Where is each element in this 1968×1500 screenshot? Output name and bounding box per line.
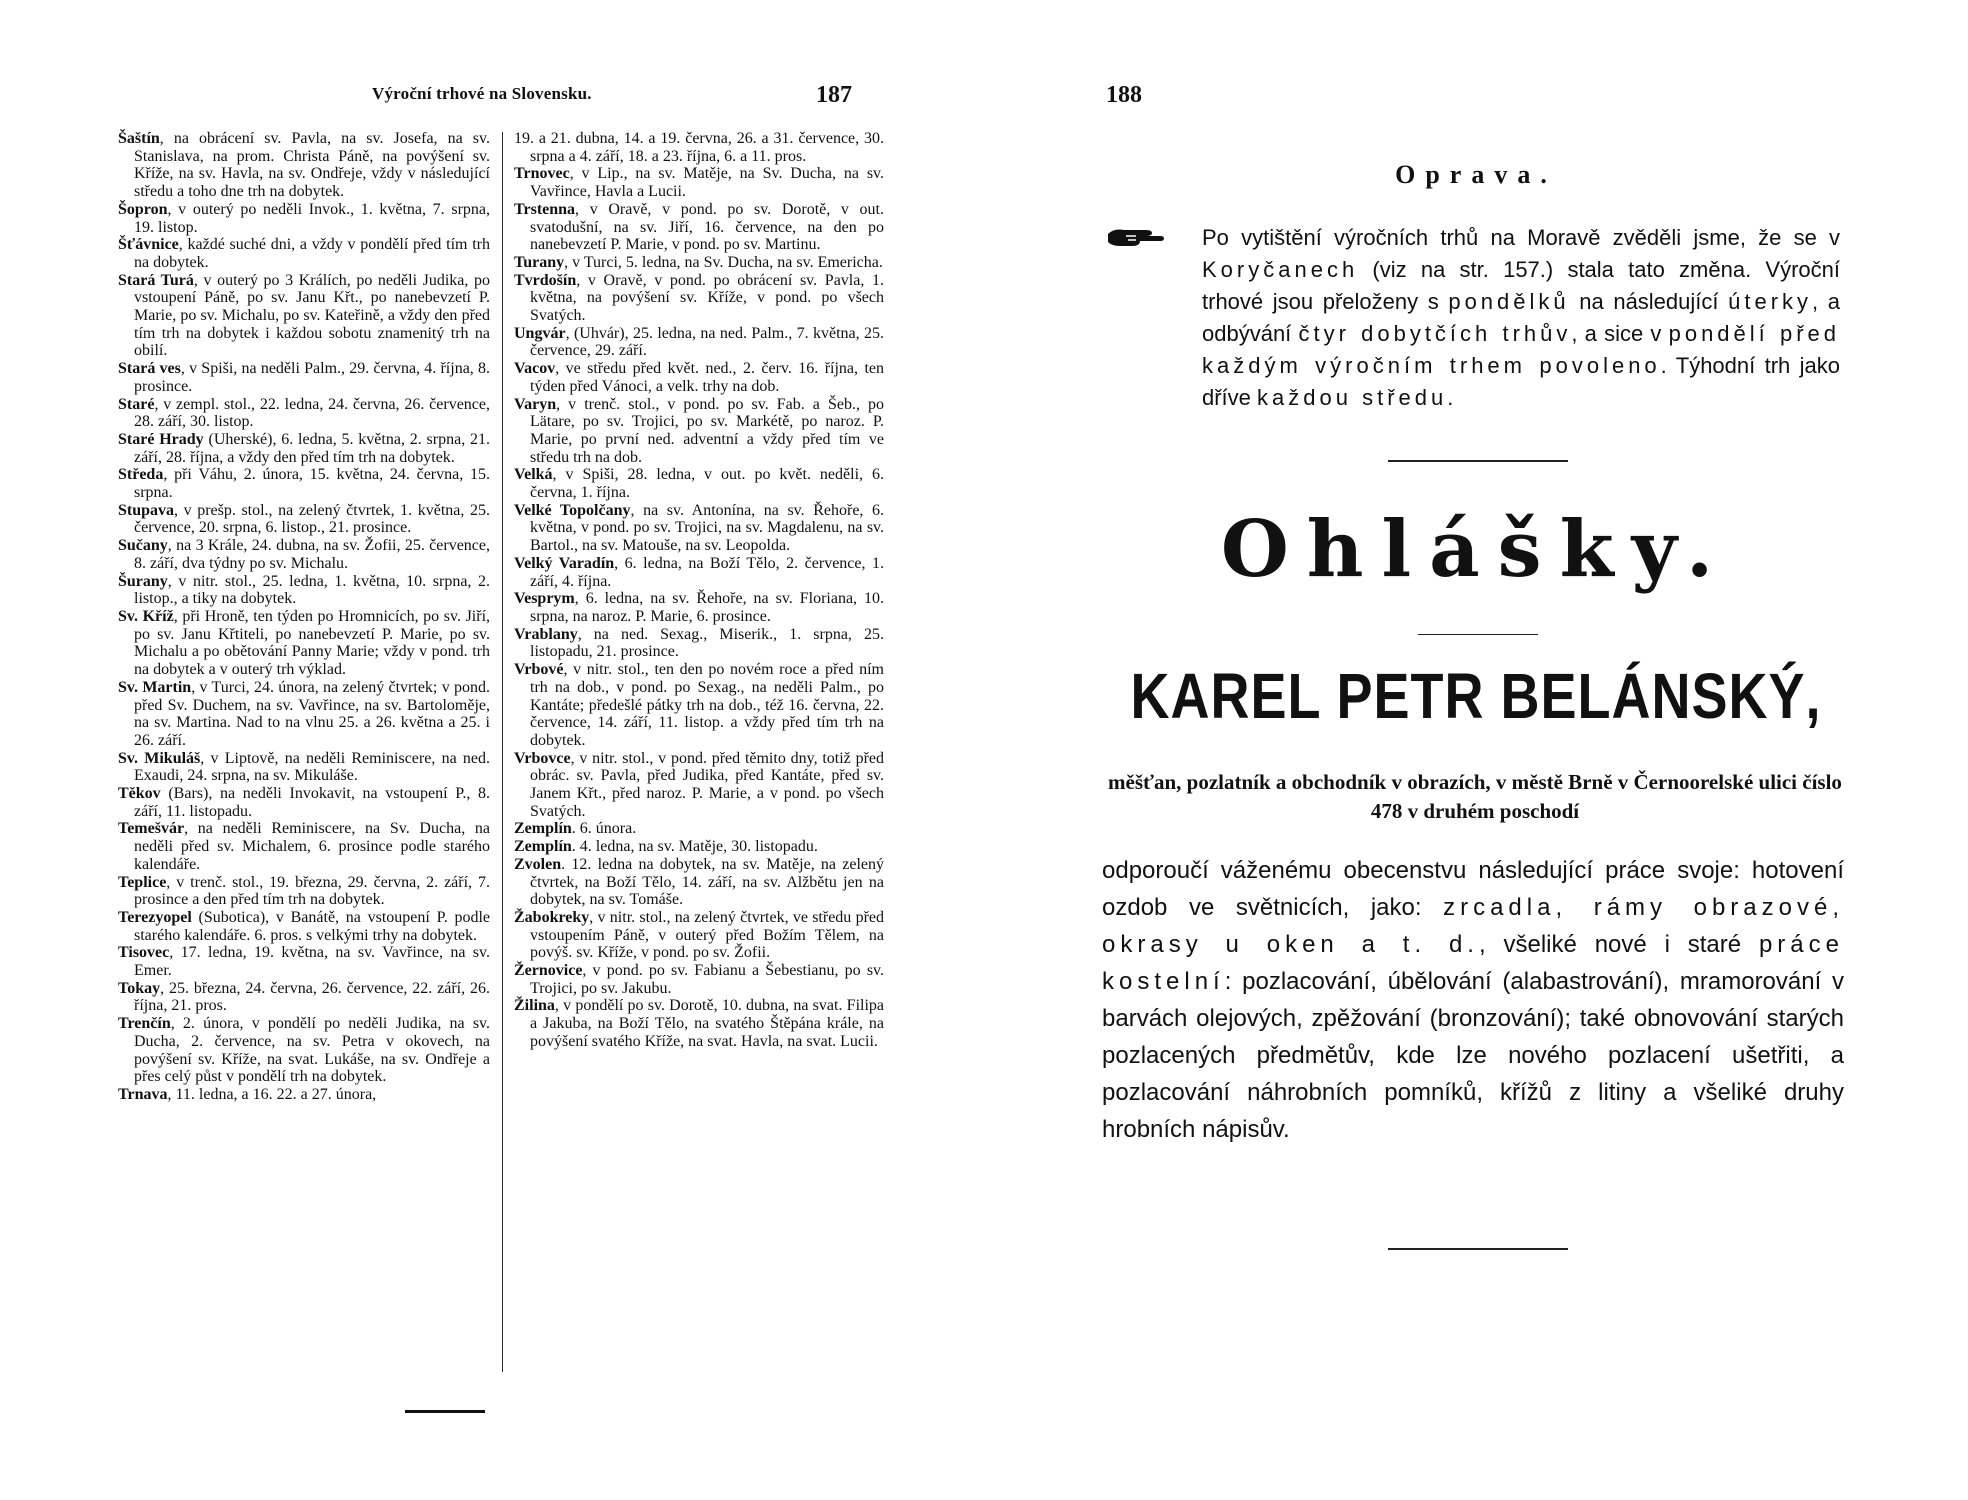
market-dates: , každé suché dni, a vždy v pondělí před tím trh na dobytek. [134,236,490,271]
market-entry [514,962,884,997]
market-entry [514,909,884,962]
market-entry [118,236,490,271]
market-dates: , při Váhu, 2. února, 15. května, 24. června, 15. srpna. [134,466,490,502]
page-end-rule [405,1410,485,1413]
market-dates: , v trenč. stol., v pond. po sv. Fab. a Šeb., po Lätare, po sv. Trojici, po sv. Markétě, po naroz. P. Marie, po první ned. adventní a vždy před tím ve středu trh na dob. [530,395,884,466]
market-dates: (Uherské), 6. ledna, 5. května, 2. srpna, 21. září, 28. října, a vždy den před tím trh na dobytek. [134,430,491,466]
market-dates: (Bars), na neděli Invokavit, na vstoupení P., 8. září, 11. listopadu. [134,785,490,820]
market-entry [514,750,884,821]
market-town: Sučany [118,537,168,555]
market-entry [514,360,884,395]
market-town: Trstenna [514,200,576,218]
market-dates: , v Liptově, na neděli Reminiscere, na ned. Exaudi, 24. srpna, na sv. Mikuláše. [134,749,490,785]
section-divider [1388,460,1568,462]
market-dates: , v trenč. stol., 19. března, 29. června, 2. září, 7. prosince a den před tím trh na dobytek. [134,873,490,909]
market-dates: . 4. ledna, na sv. Matěje, 30. listopadu. [571,838,818,856]
market-entry [118,272,490,361]
market-dates: , v Lip., na sv. Matěje, na Sv. Ducha, na sv. Vavřince, Havla a Lucii. [530,165,884,201]
market-town: Vrbovce [514,749,571,767]
market-dates: , v zempl. stol., 22. ledna, 24. června, 26. července, 28. září, 30. listop. [134,395,490,431]
market-entry [118,573,490,608]
market-dates: , ve středu před květ. ned., 2. červ. 16. října, ten týden před Vánoci, a velk. trhy na dob. [530,360,884,395]
market-town: Žabokreky [514,908,590,926]
market-entry [118,909,490,944]
market-dates: . 12. ledna na dobytek, na sv. Matěje, na zelený čtvrtek, na Boží Tělo, 14. září, na sv. Alžbětu jen na dobytek, na sv. Tomáše. [530,855,884,909]
market-entry [118,537,490,572]
market-entry [118,466,490,501]
market-town: Ungvár [514,324,566,342]
market-entry [118,820,490,873]
market-town: Stará ves [118,360,181,378]
market-town: Vacov [514,360,556,378]
section-divider [1388,1248,1568,1250]
market-entry [118,679,490,750]
market-dates: , 25. března, 24. června, 26. července, 22. září, 26. října, 21. pros. [134,979,490,1015]
page-number-right: 188 [1106,82,1142,108]
market-town: Velké Topolčany [514,501,631,519]
market-town: Velká [514,466,553,484]
market-town: Temešvár [118,820,185,838]
advertisement-text: odporoučí váženému obecenstvu následující práce svoje: hotovení ozdob ve světnicích, jako: zrcadla, rámy obrazové, okrasy u oken a t. d., všeliké nové i staré práce kostelní: pozlacování, úbělování (alabastrování), mramorování v barvách olejových, zpěžování (bronzování); také obnovování starých pozlacených předmětův, kde lze nového pozlacení ušetřiti, a pozlacování náhrobních pomníků, křížů z litiny a všeliké druhy hrobních nápisův. [1102,857,1844,1143]
market-list-column-1 [118,130,490,1104]
market-entry [118,874,490,909]
market-town: Těkov [118,785,161,803]
market-town: Žernovice [514,962,583,980]
market-town: Stupava [118,501,175,519]
market-dates: , 17. ledna, 19. května, na sv. Vavřince, na sv. Emer. [134,944,490,980]
market-dates: , 11. ledna, a 16. 22. a 27. února, [167,1085,377,1103]
market-entry [118,608,490,679]
advertiser-name: KAREL PETR BELÁNSKÝ, [1130,661,1822,733]
market-dates: , v Oravě, v pond. po sv. Dorotě, v out. svatodušní, na sv. Jiří, 16. července, na den po nanebevzetí P. Marie, v pond. po sv. Martinu. [530,200,884,254]
market-town: Tisovec [118,944,170,962]
market-dates: , v Oravě, v pond. po obrácení sv. Pavla, 1. května, na povýšení sv. Kříže, v pond. po všech Svatých. [530,271,884,325]
market-town: Turany [514,253,565,271]
market-entry [514,325,884,360]
market-town: Trnava [118,1085,168,1103]
market-entry [514,130,884,165]
market-entry [514,997,884,1050]
market-town: Staré [118,395,155,413]
market-town: Šurany [118,572,168,590]
market-entry [514,201,884,254]
market-town: Tokay [118,979,161,997]
market-town: Varyn [514,395,557,413]
market-list-column-2 [514,130,884,1051]
market-entry [514,466,884,501]
market-town: Sv. Kříž [118,607,174,625]
running-head: Výroční trhové na Slovensku. [372,84,592,103]
correction-heading: Oprava. [1395,160,1557,189]
market-dates: , v nitr. stol., na zelený čtvrtek, ve středu před vstoupením Páně, v outerý před Božím Tělem, na povýš. sv. Kříže, v pond. po sv. Žofii. [530,908,884,962]
market-entry [118,431,490,466]
market-entry [514,820,884,838]
market-town: Vesprym [514,590,575,608]
announcements-heading: Ohlášky. [1220,504,1732,595]
market-entry [118,201,490,236]
market-town: Vrablany [514,625,578,643]
market-entry [118,980,490,1015]
market-dates: , v nitr. stol., 25. ledna, 1. května, 10. srpna, 2. listop., a tiky na dobytek. [134,572,490,608]
page-number-left: 187 [816,82,852,108]
market-entry [514,555,884,590]
market-entry [118,750,490,785]
market-town: Žilina [514,997,555,1015]
market-town: Zvolen [514,855,562,873]
market-entry [514,502,884,555]
market-entry [118,1015,490,1086]
market-entry [118,785,490,820]
market-dates: , na 3 Krále, 24. dubna, na sv. Žofii, 25. července, 8. září, dva týdny po sv. Michalu. [134,537,490,572]
market-town: Tvrdošín [514,271,577,289]
market-town: Vrbové [514,661,564,679]
market-entry [118,360,490,395]
market-dates: (Subotica), v Banátě, na vstoupení P. podle starého kalendáře. 6. pros. s velkými trhy na dobytek. [134,908,490,944]
market-town: Zemplín [514,838,572,856]
market-dates: 19. a 21. dubna, 14. a 19. června, 26. a 31. července, 30. srpna a 4. září, 18. a 23. října, 6. a 11. pros. [514,130,884,165]
market-dates: , v nitr. stol., v pond. před těmito dny, totiž před obrác. sv. Pavla, před Judika, před Kantáte, před sv. Janem Křt., před naroz. P. Marie, a v pond. po všech Svatých. [530,749,884,820]
market-town: Terezyopel [118,908,192,926]
advertiser-description: měšťan, pozlatník a obchodník v obrazích, v městě Brně v Černoorelské ulici číslo 478 v druhém poschodí [1108,770,1842,823]
market-dates: , v Spiši, na neděli Palm., 29. června, 4. října, 8. prosince. [134,360,491,395]
market-entry [514,396,884,467]
market-dates: , v prešp. stol., na zelený čtvrtek, 1. května, 25. července, 20. srpna, 6. listop., 21. prosince. [134,501,490,537]
market-town: Středa [118,466,164,484]
market-dates: , (Uhvár), 25. ledna, na ned. Palm., 7. května, 25. července, 29. září. [530,324,884,360]
market-entry [514,626,884,661]
right-page [984,0,1968,1500]
market-dates: , na sv. Antonína, na sv. Řehoře, 6. května, v pond. po sv. Trojici, na sv. Magdalenu, na sv. Bartol., na sv. Matouše, na sv. Leopolda. [530,501,885,555]
market-entry [118,1086,490,1104]
market-entry [514,838,884,856]
market-dates: , v pond. po sv. Fabianu a Šebestianu, po sv. Trojici, po sv. Jakubu. [530,962,884,997]
market-town: Zemplín [514,820,572,838]
section-divider [1418,634,1538,635]
market-town: Velký Varadín [514,554,615,572]
market-dates: , v Turci, 24. února, na zelený čtvrtek; v pond. před Sv. Duchem, na sv. Vavřince, na sv. Bartoloměje, na sv. Martina. Nad to na vlnu 25. a 26. května a 25. i 26. září. [134,678,491,749]
market-town: Šopron [118,200,168,218]
market-dates: , v nitr. stol., ten den po novém roce a před ním trh na dob., v pond. po Sexag., na neděli Palm., po Kantáte; předešlé pátky trh na dob., též 16. června, 22. července, 14. září, 11. listop. a vždy před tím trh na dobytek. [530,661,884,749]
market-entry [514,856,884,909]
market-town: Stará Turá [118,271,194,289]
market-town: Trenčín [118,1015,171,1033]
market-entry [514,590,884,625]
column-divider [502,132,503,1372]
market-town: Šaštín [118,130,160,147]
market-dates: , 2. února, v pondělí po neděli Judika, na sv. Ducha, 2. července, na sv. Petra v okovech, na povýšení sv. Kříže, na svat. Lukáše, na sv. Ondřeje a přes celý půst v pondělí trh na dobytek. [134,1015,490,1086]
market-dates: , v outerý po 3 Králích, po neděli Judika, po vstoupení Páně, po sv. Janu Křt., po nanebevzetí P. Marie, po sv. Michalu, po sv. Kateřině, a vždy den před tím trh na dobytek i každou sobotu znamenitý trh na obilí. [134,271,491,360]
market-entry [118,396,490,431]
market-dates: , na neděli Reminiscere, na Sv. Ducha, na neděli před sv. Michalem, 6. prosince podle starého kalendáře. [134,820,490,873]
market-dates: , při Hroně, ten týden po Hromnicích, po sv. Jiří, po sv. Janu Křtiteli, po nanebevzetí P. Marie, po sv. Michalu a po obětování Panny Marie; vždy v pond. trh na dobytek a v outerý trh výklad. [134,607,491,679]
market-dates: , na obrácení sv. Pavla, na sv. Josefa, na sv. Stanislava, na prom. Christa Páně, na povýšení sv. Kříže, na sv. Havla, na sv. Ondřeje, vždy v následující středu a toho dne trh na dobytek. [134,130,490,201]
market-dates: . 6. února. [571,820,637,838]
market-town: Trnovec [514,165,570,183]
market-dates: , v outerý po neděli Invok., 1. května, 7. srpna, 19. listop. [134,200,490,236]
market-town: Sv. Martin [118,678,192,696]
market-entry [514,254,884,272]
market-dates: , 6. ledna, na Boží Tělo, 2. července, 1. září, 4. října. [530,554,884,590]
market-entry [514,165,884,200]
pointing-hand-icon [1106,224,1166,250]
market-entry [514,661,884,750]
market-town: Šťávnice [118,236,179,254]
market-entry [514,272,884,325]
market-town: Staré Hrady [118,430,204,448]
market-entry [118,944,490,979]
market-town: Teplice [118,873,167,891]
market-dates: , v pondělí po sv. Dorotě, 10. dubna, na svat. Filipa a Jakuba, na Boží Tělo, na svatého Štěpána krále, na povýšení svatého Kříže, na svat. Havla, na svat. Lucii. [530,997,884,1050]
market-town: Sv. Mikuláš [118,749,201,767]
market-entry [118,502,490,537]
market-dates: , v Spiši, 28. ledna, v out. po květ. neděli, 6. června, 1. října. [530,466,884,502]
market-entry [118,130,490,201]
market-dates: , na ned. Sexag., Miserik., 1. srpna, 25. listopadu, 21. prosince. [530,625,884,661]
correction-notice: Po vytištění výročních trhů na Moravě zvěděli jsme, že se v Koryčanech (viz na str. 157.) stala tato změna. Výroční trhové jsou přeloženy s pondělků na následující úterky, a odbývání čtyr dobytčích trhův, a sice v pondělí před každým výročním trhem povoleno. Týhodní trh jako dříve každou středu. [1202,225,1841,410]
market-dates: , v Turci, 5. ledna, na Sv. Ducha, na sv. Emericha. [564,253,883,271]
market-dates: , 6. ledna, na sv. Řehoře, na sv. Floriana, 10. srpna, na naroz. P. Marie, 6. prosince. [530,590,884,625]
